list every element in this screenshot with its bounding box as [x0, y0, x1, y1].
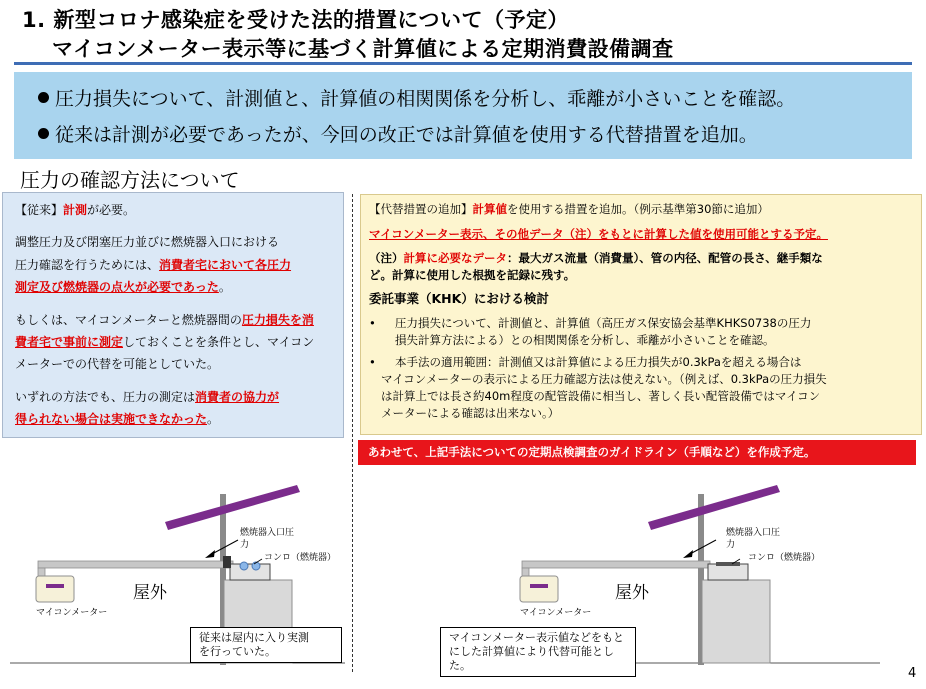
conventional-para-1-line-1: 調整圧力及び閉塞圧力並びに燃焼器入口における [15, 235, 280, 249]
khk-bullet-1-line-1: • 圧力損失について、計測値と、計算値（高圧ガス保安協会基準KHKS0738の圧力 [369, 316, 812, 330]
conventional-para-1-line-3: 測定及び燃焼器の点火が必要であった。 [15, 280, 231, 294]
alternative-heading: 【代替措置の追加】計算値を使用する措置を追加。（例示基準第30節に追加） [369, 202, 769, 216]
meter-label: マイコンメーター [520, 608, 592, 618]
stove-label: コンロ（燃焼器） [748, 553, 821, 563]
khk-bullet-2-line-1: • 本手法の適用範囲：計測値又は計算値による圧力損失が0.3kPaを超える場合は [369, 355, 802, 369]
stove-icon [230, 564, 270, 580]
inlet-pressure-label-line-2: 力 [240, 540, 250, 550]
meter-label: マイコンメーター [36, 608, 108, 618]
khk-heading: 委託事業（KHK）における検討 [369, 291, 549, 306]
khk-bullet-2-line-4: メーターによる確認は出来ない。） [381, 406, 560, 420]
conventional-para-3-line-2: 得られない場合は実施できなかった。 [15, 412, 220, 426]
summary-band [14, 72, 912, 159]
page-title-line-1: 1. 新型コロナ感染症を受けた法的措置について（予定） [22, 8, 569, 32]
bullet-dot-icon [38, 128, 49, 139]
microcomputer-meter-icon [36, 576, 74, 602]
inlet-pressure-label-line-1: 燃焼器入口圧 [240, 528, 295, 538]
khk-bullet-2-line-3: は計算上では長さ約40m程度の配管設備に相当し、著しく長い配管設備ではマイコン [381, 389, 821, 403]
stove-icon [708, 564, 748, 580]
arrow-icon [683, 550, 693, 558]
kitchen-counter [702, 580, 770, 663]
burner-flame-icon [240, 562, 248, 570]
meter-display [46, 584, 64, 588]
conventional-para-2-line-2: 費者宅で事前に測定しておくことを条件とし、マイコン [15, 335, 315, 349]
page-title-line-2: マイコンメーター表示等に基づく計算値による定期消費設備調査 [52, 37, 674, 61]
guideline-notice-bar: あわせて、上記手法についての定期点検調査のガイドライン（手順など）を作成予定。 [358, 440, 916, 465]
summary-item-1: 圧力損失について、計測値と、計算値の相関関係を分析し、乖離が小さいことを確認。 [38, 84, 795, 111]
khk-bullet-2-line-2: マイコンメーターの表示による圧力確認方法は使えない。（例えば、0.3kPaの圧力損失 [381, 372, 827, 386]
gas-pipe [38, 561, 233, 568]
pipe-drop [38, 568, 45, 576]
khk-bullet-1-line-2: 損失計算方法による）との相関関係を分析し、乖離が小さいことを確認。 [395, 333, 775, 347]
meter-display [530, 584, 548, 588]
burner-grate [716, 562, 740, 566]
alternative-measure-box [360, 194, 922, 435]
page-number: 4 [908, 666, 917, 681]
bullet-dot-icon [38, 92, 49, 103]
gas-pipe [522, 561, 710, 568]
inlet-pressure-label-line-1: 燃焼器入口圧 [726, 528, 781, 538]
alternative-callout: マイコンメーター表示値などをもと にした計算値により代替可能とし た。 [440, 627, 636, 677]
dashed-divider [352, 194, 353, 672]
house-roof [165, 485, 300, 530]
conventional-method-box [2, 192, 344, 438]
conventional-para-3-line-1: いずれの方法でも、圧力の測定は消費者の協力が [15, 390, 280, 404]
inlet-pressure-label-line-2: 力 [726, 540, 736, 550]
note-line-2: ど。計算に使用した根拠を記録に残す。 [369, 268, 576, 282]
pressure-gauge-icon [223, 556, 231, 568]
alternative-key-statement: マイコンメーター表示、その他データ（注）をもとに計算した値を使用可能とする予定。 [369, 227, 828, 241]
conventional-para-2-line-1: もしくは、マイコンメーターと燃焼器間の圧力損失を消 [15, 313, 314, 327]
title-underline [14, 62, 912, 65]
house-roof [648, 485, 780, 530]
outside-label: 屋外 [615, 583, 649, 603]
pipe-drop [522, 568, 529, 576]
stove-label: コンロ（燃焼器） [264, 553, 337, 563]
conventional-para-1-line-2: 圧力確認を行うためには、消費者宅において各圧力 [15, 258, 292, 272]
note-line-1: （注）計算に必要なデータ：最大ガス流量（消費量）、管の内径、配管の長さ、継手類な [369, 251, 823, 265]
conventional-heading: 【従来】計測が必要。 [15, 203, 136, 217]
conventional-callout: 従来は屋内に入り実測 を行っていた。 [190, 627, 342, 663]
arrow-icon [205, 550, 215, 558]
summary-item-2: 従来は計測が必要であったが、今回の改正では計算値を使用する代替措置を追加。 [38, 120, 758, 147]
conventional-para-2-line-3: メーターでの代替を可能としていた。 [15, 357, 220, 371]
section-heading: 圧力の確認方法について [20, 168, 240, 192]
outside-label: 屋外 [133, 583, 167, 603]
microcomputer-meter-icon [520, 576, 558, 602]
